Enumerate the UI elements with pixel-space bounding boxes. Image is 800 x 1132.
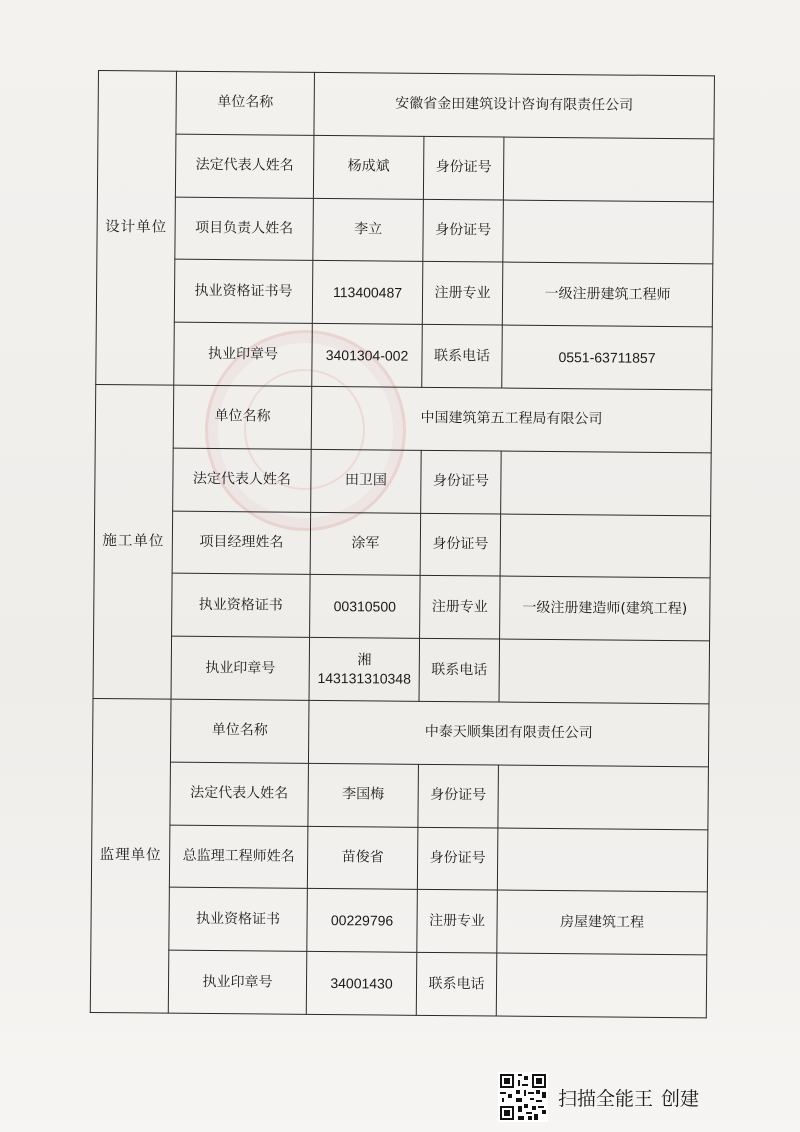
- design-pm-id-label: 身份证号: [423, 199, 504, 262]
- construction-phone-value: [499, 639, 710, 704]
- construction-major-value: 一级注册建造师(建筑工程): [500, 576, 711, 641]
- supervision-seal-label: 执业印章号: [168, 950, 307, 1014]
- construction-pm-id-label: 身份证号: [420, 513, 501, 576]
- design-section-label: 设计单位: [96, 71, 177, 386]
- construction-pm-id-value: [500, 514, 711, 579]
- design-cert-row: [96, 259, 713, 327]
- scanner-action: 创建: [661, 1088, 700, 1110]
- design-legal-rep-label: 法定代表人姓名: [175, 134, 314, 198]
- construction-section-label: 施工单位: [93, 384, 174, 699]
- construction-id-value: [501, 451, 712, 516]
- construction-pm-row: [94, 510, 711, 578]
- construction-cert-label: 执业资格证书: [172, 574, 311, 638]
- supervision-legal-rep-label: 法定代表人姓名: [170, 762, 309, 826]
- supervision-section-label: 监理单位: [90, 698, 171, 1013]
- design-unit-name-row: [98, 71, 715, 139]
- supervision-id-value: [498, 765, 709, 830]
- project-participants-table: [90, 70, 715, 1018]
- supervision-phone-label: 联系电话: [416, 952, 497, 1016]
- supervision-phone-value: [496, 953, 707, 1018]
- supervision-chief-label: 总监理工程师姓名: [169, 825, 308, 889]
- construction-pm-label: 项目经理姓名: [172, 511, 311, 575]
- design-legal-rep-name: 杨成斌: [313, 135, 424, 199]
- scanner-app-name: 扫描全能王: [558, 1088, 654, 1110]
- construction-seal-row: [93, 636, 710, 704]
- supervision-cert-value: 00229796: [307, 889, 418, 953]
- design-pm-id-value: [503, 200, 714, 265]
- design-seal-row: [96, 322, 713, 390]
- supervision-chief-row: [91, 824, 708, 892]
- supervision-major-value: 房屋建筑工程: [497, 890, 708, 955]
- construction-legal-rep-row: [95, 447, 712, 515]
- scanner-watermark: [498, 1072, 798, 1122]
- supervision-chief-name: 苗俊省: [307, 826, 418, 890]
- construction-seal-label: 执业印章号: [171, 636, 310, 700]
- construction-unit-label: 单位名称: [173, 385, 312, 449]
- supervision-unit-label: 单位名称: [170, 699, 309, 763]
- design-phone-value: 0551-63711857: [502, 325, 713, 390]
- scanner-caption: [558, 1084, 699, 1111]
- construction-cert-value: 00310500: [310, 575, 421, 639]
- supervision-legal-rep-row: [92, 761, 709, 829]
- construction-unit-name: 中国建筑第五工程局有限公司: [311, 386, 712, 452]
- design-pm-label: 项目负责人姓名: [175, 197, 314, 261]
- supervision-cert-label: 执业资格证书: [169, 888, 308, 952]
- qr-code-icon: [498, 1072, 548, 1122]
- construction-seal-number: 143131310348: [317, 670, 411, 687]
- design-unit-label: 单位名称: [176, 71, 315, 135]
- supervision-major-label: 注册专业: [417, 890, 498, 953]
- construction-cert-row: [94, 573, 711, 641]
- supervision-chief-id-label: 身份证号: [417, 827, 498, 890]
- design-seal-value: 3401304-002: [312, 324, 423, 388]
- design-pm-row: [97, 196, 714, 264]
- supervision-seal-value: 34001430: [306, 952, 417, 1016]
- supervision-unit-name: 中泰天顺集团有限责任公司: [308, 700, 709, 766]
- construction-id-label: 身份证号: [421, 450, 502, 513]
- construction-legal-rep-label: 法定代表人姓名: [173, 448, 312, 512]
- construction-unit-name-row: [95, 384, 712, 452]
- design-phone-label: 联系电话: [422, 325, 503, 388]
- design-pm-name: 李立: [313, 198, 424, 262]
- supervision-cert-row: [91, 887, 708, 955]
- design-id-label: 身份证号: [423, 136, 504, 199]
- construction-pm-name: 涂军: [310, 512, 421, 576]
- construction-major-label: 注册专业: [420, 576, 501, 639]
- design-cert-label: 执业资格证书号: [174, 260, 313, 324]
- supervision-legal-rep-name: 李国梅: [308, 763, 419, 827]
- design-cert-value: 113400487: [312, 261, 423, 325]
- supervision-chief-id-value: [497, 828, 708, 893]
- supervision-id-label: 身份证号: [418, 764, 499, 827]
- construction-legal-rep-name: 田卫国: [311, 449, 422, 513]
- design-major-label: 注册专业: [422, 262, 503, 325]
- construction-phone-label: 联系电话: [419, 638, 500, 701]
- design-seal-label: 执业印章号: [174, 322, 313, 386]
- design-major-value: 一级注册建筑工程师: [502, 262, 713, 327]
- supervision-unit-name-row: [92, 698, 709, 766]
- design-legal-rep-row: [97, 133, 714, 201]
- supervision-seal-row: [90, 950, 707, 1018]
- construction-seal-value: [309, 638, 420, 702]
- design-id-value: [503, 137, 714, 202]
- construction-seal-prefix: 湘: [357, 651, 372, 668]
- design-unit-name: 安徽省金田建筑设计咨询有限责任公司: [314, 72, 715, 138]
